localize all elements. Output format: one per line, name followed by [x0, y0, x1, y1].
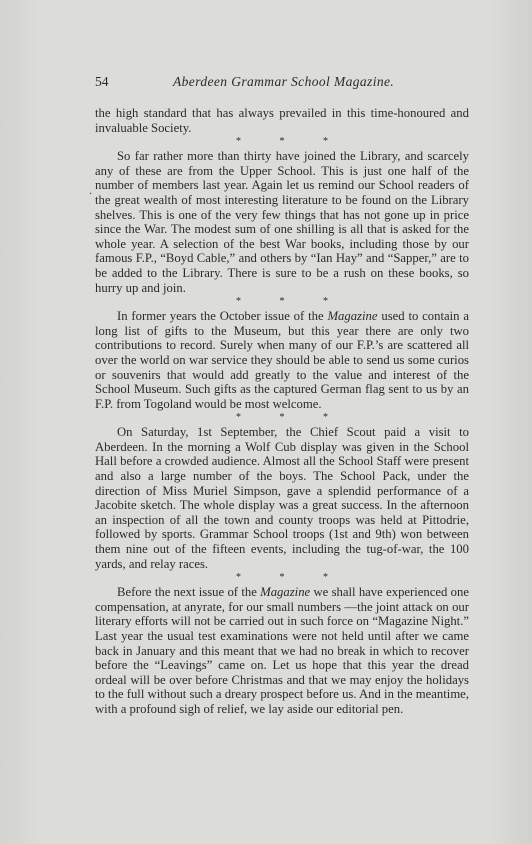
magazine-title-italic: Magazine: [327, 309, 378, 324]
paragraph-text-start: Before the next issue of the: [117, 585, 261, 600]
paragraph-museum: [95, 309, 469, 411]
paragraph-text-end: we shall have experienced one compensation, at anyrate, for our small numbers —the joint attack on our literary efforts will not be carried out in such force on “Magazine Night.” Last year the usual test examinations were not held until after we came back in January and this meant that we had no break in which to recover before the “Leavings” came on. Let us hope that this year the dread ordeal will be over before Christmas and that we may enjoy the holidays to the full without such a dreary prospect before us. And in the meantime, with a profound sigh of relief, we lay aside our editorial pen.: [95, 585, 469, 716]
page-number: 54: [95, 74, 109, 89]
paragraph-library-society: the high standard that has always prevailed in this time-honoured and invaluable Society.: [95, 106, 469, 135]
paragraph-library: So far rather more than thirty have joined the Library, and scarcely any of these are from the Upper School. This is just one half of the number of members last year. Again let us remind our School readers of the great wealth of most interesting literature to be found on the Library shelves. This is one of the very few things that has not gone up in price since the War. The modest sum of one shilling is all that is asked for the whole year. A selection of the best War books, including those by our famous F.P., “Boyd Cable,” and others by “Ian Hay” and “Sapper,” are to be added to the Library. There is sure to be a rush on these books, so hurry up and join.: [95, 149, 469, 295]
page-header: [95, 74, 475, 90]
paragraph-chief-scout: On Saturday, 1st September, the Chief Scout paid a visit to Aberdeen. In the morning a Wolf Cub display was given in the School Hall before a crowded audience. Almost all the School Staff were present and also a large number of the boys. The School Pack, under the direction of Miss Muriel Simpson, gave a splendid performance of a Jacobite sketch. The whole display was a great success. In the afternoon an inspection of all the town and county troops was held at Pittodrie, followed by sports. Grammar School troops (1st and 9th) won between them nine out of the fifteen events, including the tug-of-war, the 100 yards, and relay races.: [95, 425, 469, 571]
article-body: [95, 106, 469, 717]
section-separator: * * *: [236, 136, 346, 148]
running-title: Aberdeen Grammar School Magazine.: [173, 74, 395, 89]
paragraph-editorial: [95, 585, 469, 716]
margin-mark: .: [89, 183, 92, 197]
section-separator: * * *: [236, 296, 346, 308]
paragraph-text-start: In former years the October issue of the: [117, 309, 328, 324]
section-separator: * * *: [236, 572, 346, 584]
section-separator: * * *: [236, 412, 346, 424]
magazine-title-italic: Magazine: [260, 585, 311, 600]
paragraph-text-end: used to contain a long list of gifts to the Museum, but this year there are only two contributions to record. Surely when many of our F.P.’s are scattered all over the world on war service they should be able to send us some curios or souvenirs that would add greatly to the value and interest of the School Museum. Such gifts as the captured German flag sent to us by an F.P. from Togoland would be most welcome.: [95, 309, 469, 411]
